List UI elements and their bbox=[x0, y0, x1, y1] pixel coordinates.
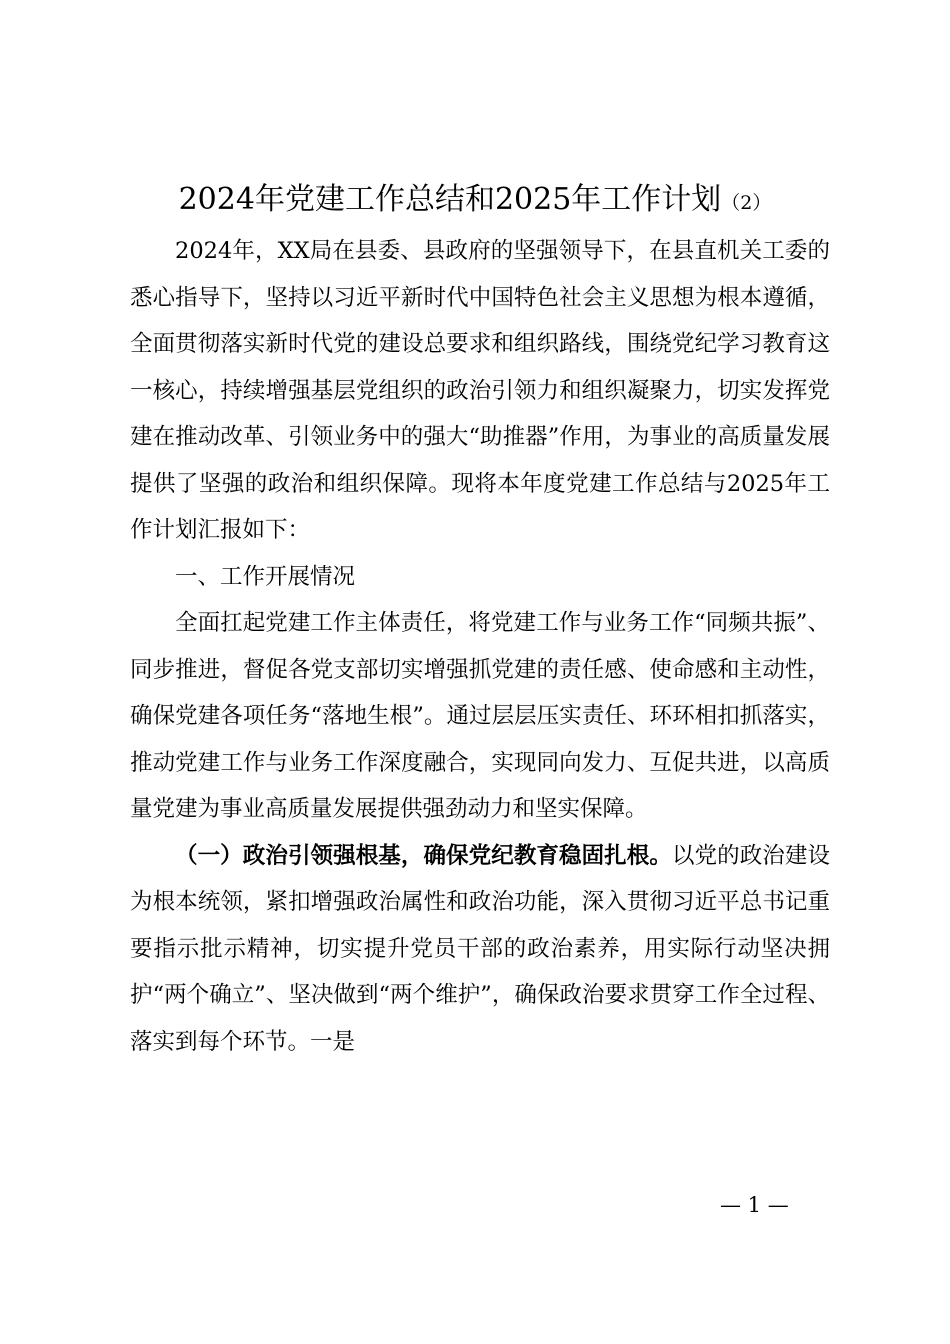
section-heading: 一、工作开展情况 bbox=[175, 563, 356, 590]
subsection-text: 以党的政治建设为根本统领，紧扣增强政治属性和政治功能，深入贯彻习近平总书记重要指示批示精神，切实提升党员干部的政治素养，用实际行动坚决拥护“两个确立”、坚决做到“两个维护”，确保政治要求贯穿工作全过程、落实到每个环节。一是 bbox=[130, 842, 830, 1055]
subsection-lead: （一）政治引领强根基，确保党纪教育稳固扎根。 bbox=[175, 842, 672, 869]
section-paragraph: 全面扛起党建工作主体责任，将党建工作与业务工作“同频共振”、同步推进，督促各党支部切实增强抓党建的责任感、使命感和主动性，确保党建各项任务“落地生根”。通过层层压实责任、环环相扣抓落实，推动党建工作与业务工作深度融合，实现同向发力、互促共进，以高质量党建为事业高质量发展提供强劲动力和坚实保障。 bbox=[130, 610, 830, 822]
intro-paragraph: 2024年，XX局在县委、县政府的坚强领导下，在县直机关工委的悉心指导下，坚持以习近平新时代中国特色社会主义思想为根本遵循，全面贯彻落实新时代党的建设总要求和组织路线，围绕党纪学习教育这一核心，持续增强基层党组织的政治引领力和组织凝聚力，切实发挥党建在推动改革、引领业务中的强大“助推器”作用，为事业的高质量发展提供了坚强的政治和组织保障。现将本年度党建工作总结与2025年工作计划汇报如下： bbox=[130, 238, 830, 543]
page-number: — 1 — bbox=[720, 1193, 789, 1217]
subsection-paragraph bbox=[130, 833, 830, 1066]
title-suffix: （2） bbox=[721, 192, 772, 214]
document-title bbox=[0, 178, 950, 225]
title-main: 2024年党建工作总结和2025年工作计划 bbox=[178, 182, 722, 217]
document-body bbox=[130, 228, 830, 1065]
